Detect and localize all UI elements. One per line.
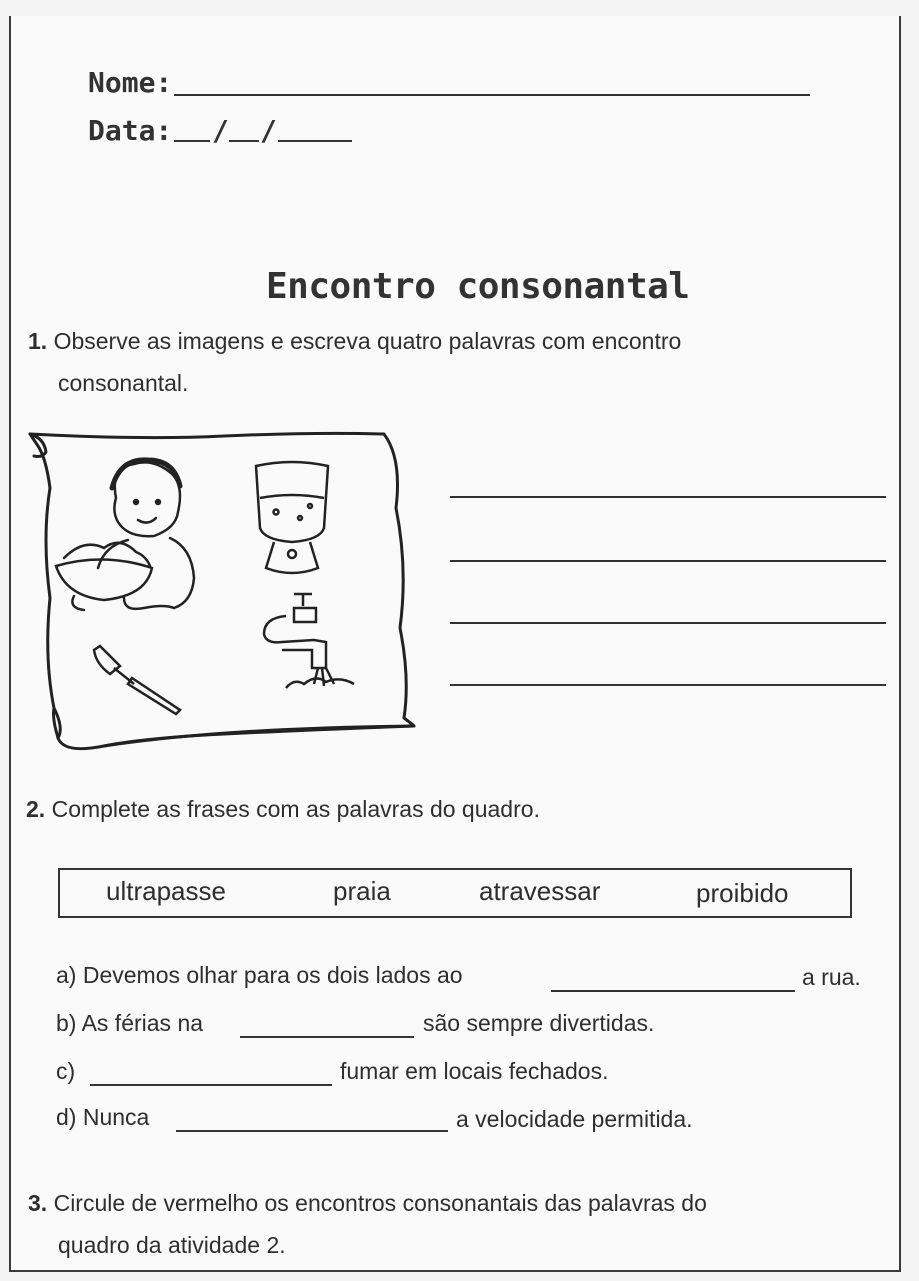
word-box-item: proibido: [696, 878, 789, 908]
question-2: [26, 796, 540, 823]
boy-with-basket-illustration: [56, 460, 194, 610]
sentence-text-before: Nunca: [82, 1104, 150, 1130]
paintbrush-illustration: [94, 646, 180, 714]
question-text: Circule de vermelho os encontros consonantais das palavras do: [53, 1190, 707, 1216]
word-box-item: ultrapasse: [106, 876, 226, 906]
date-day-blank[interactable]: [174, 140, 210, 142]
question-number: 1.: [28, 328, 48, 354]
name-label: Nome:: [88, 66, 173, 99]
sentence-c-blank[interactable]: [90, 1084, 332, 1086]
answer-line[interactable]: [450, 684, 886, 686]
question-1-continued: consonantal.: [58, 370, 189, 396]
sentence-text-before: As férias na: [81, 1010, 204, 1036]
sentence-text-after: a rua.: [802, 964, 861, 990]
date-label: Data:: [88, 114, 173, 147]
question-number: 2.: [26, 796, 46, 822]
sentence-label: d): [56, 1104, 77, 1130]
date-month-blank[interactable]: [229, 140, 259, 142]
faucet-illustration: [264, 594, 354, 688]
word-box-item: praia: [333, 876, 391, 906]
answer-line[interactable]: [450, 560, 886, 562]
sentence-a: [56, 962, 463, 989]
sentence-d-blank[interactable]: [176, 1130, 448, 1132]
question-1: [28, 328, 681, 355]
answer-line[interactable]: [450, 496, 886, 498]
name-blank[interactable]: [174, 94, 810, 96]
date-separator: /: [260, 114, 277, 147]
illustration-scroll: [24, 428, 420, 762]
question-text: Observe as imagens e escreva quatro palavras com encontro: [53, 328, 682, 354]
word-box-item: atravessar: [479, 876, 601, 906]
sentence-b: [56, 1010, 203, 1037]
sentence-text-after: são sempre divertidas.: [423, 1010, 655, 1036]
sentence-text-before: Devemos olhar para os dois lados ao: [82, 962, 463, 988]
question-number: 3.: [28, 1190, 48, 1216]
date-year-blank[interactable]: [278, 140, 352, 142]
question-text: Complete as frases com as palavras do quadro.: [51, 796, 540, 822]
question-3-continued: quadro da atividade 2.: [58, 1232, 286, 1258]
blender-illustration: [256, 462, 328, 573]
sentence-label: a): [56, 962, 77, 988]
sentence-label: b): [56, 1010, 77, 1036]
sentence-text-after: fumar em locais fechados.: [340, 1058, 609, 1084]
sentence-label: c): [56, 1058, 76, 1084]
sentence-a-blank[interactable]: [551, 990, 795, 992]
sentence-b-blank[interactable]: [240, 1036, 414, 1038]
sentence-text-after: a velocidade permitida.: [456, 1106, 693, 1132]
question-3: [28, 1190, 707, 1217]
sentence-d: [56, 1104, 149, 1131]
date-separator: /: [212, 114, 229, 147]
answer-line[interactable]: [450, 622, 886, 624]
sentence-c: [56, 1058, 75, 1085]
page-title: Encontro consonantal: [266, 266, 690, 307]
